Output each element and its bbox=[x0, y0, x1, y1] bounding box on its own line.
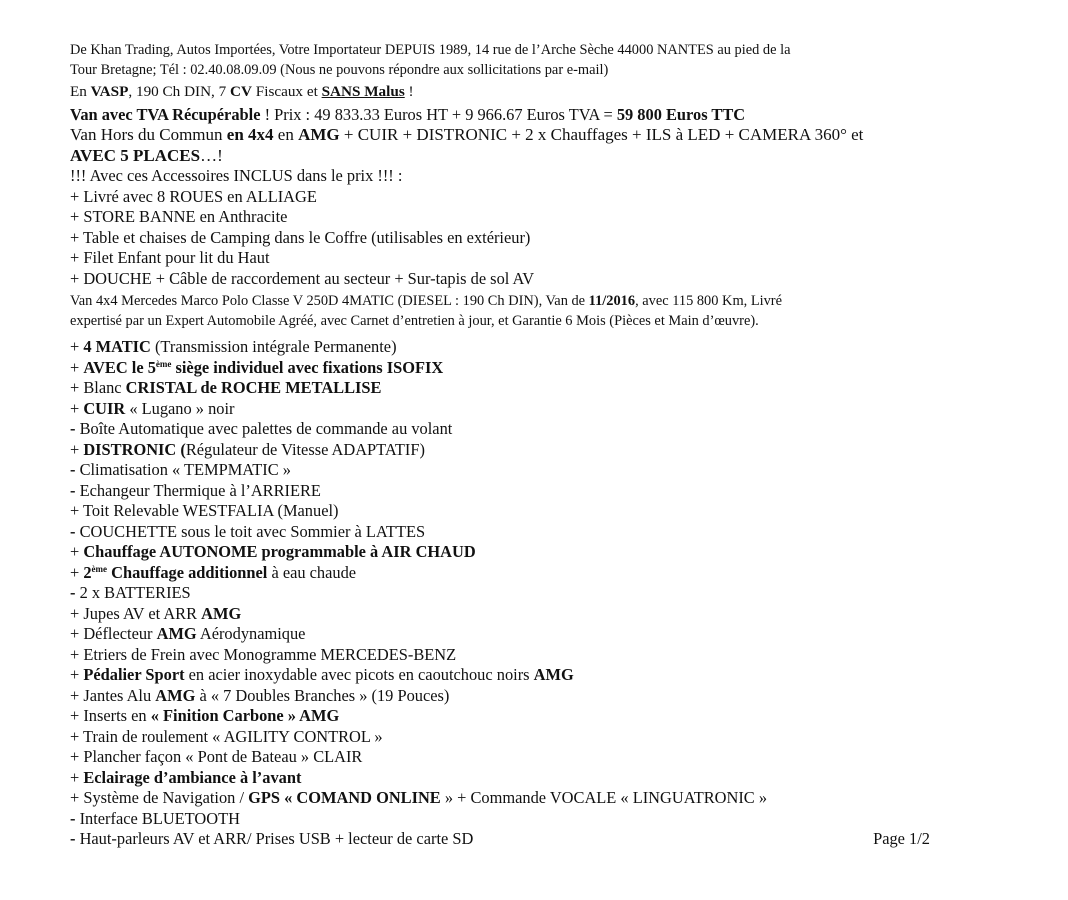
feature-skirts: + Jupes AV et ARR AMG bbox=[70, 603, 242, 623]
feature-speakers: - Haut-parleurs AV et ARR/ Prises USB + lecteur de carte SD Page 1/2 bbox=[70, 829, 930, 848]
price-line: Van avec TVA Récupérable ! Prix : 49 833.33 Euros HT + 9 966.67 Euros TVA = 59 800 Euros TTC bbox=[70, 104, 746, 124]
van-headline-line-1: Van Hors du Commun en 4x4 en AMG + CUIR + DISTRONIC + 2 x Chauffages + ILS à LED + CAMERA 360° et bbox=[70, 125, 864, 144]
van-headline-line-2: AVEC 5 PLACES…! bbox=[70, 145, 223, 165]
vasp-line: En VASP, 190 Ch DIN, 7 CV Fiscaux et SANS Malus ! bbox=[70, 83, 414, 100]
feature-navigation: + Système de Navigation / GPS « COMAND ONLINE » + Commande VOCALE « LINGUATRONIC » bbox=[70, 788, 768, 807]
accessories-intro: !!! Avec ces Accessoires INCLUS dans le prix !!! : bbox=[70, 166, 403, 185]
feature-bunk: - COUCHETTE sous le toit avec Sommier à LATTES bbox=[70, 521, 426, 541]
feature-carbon: + Inserts en « Finition Carbone » AMG bbox=[70, 706, 340, 725]
feature-4matic: + 4 MATIC (Transmission intégrale Permanente) bbox=[70, 337, 397, 356]
feature-deflector: + Déflecteur AMG Aérodynamique bbox=[70, 624, 306, 643]
feature-distronic: + DISTRONIC (Régulateur de Vitesse ADAPTATIF) bbox=[70, 439, 425, 459]
feature-water-heating: + 2ème Chauffage additionnel à eau chaude bbox=[70, 562, 357, 582]
feature-agility: + Train de roulement « AGILITY CONTROL » bbox=[70, 726, 383, 746]
description-block bbox=[70, 291, 930, 331]
feature-pedals: + Pédalier Sport en acier inoxydable avec picots en caoutchouc noirs AMG bbox=[70, 665, 574, 684]
features-list bbox=[70, 337, 930, 850]
list-item: + Filet Enfant pour lit du Haut bbox=[70, 248, 270, 267]
feature-brake-calipers: + Etriers de Frein avec Monogramme MERCEDES-BENZ bbox=[70, 644, 457, 664]
van-headline bbox=[70, 125, 930, 166]
feature-5th-seat: + AVEC le 5ème siège individuel avec fixations ISOFIX bbox=[70, 357, 444, 377]
list-item: + STORE BANNE en Anthracite bbox=[70, 207, 288, 226]
list-item: + Table et chaises de Camping dans le Coffre (utilisables en extérieur) bbox=[70, 227, 531, 247]
feature-roof: + Toit Relevable WESTFALIA (Manuel) bbox=[70, 501, 339, 520]
header-block bbox=[70, 40, 930, 80]
header-line-1: De Khan Trading, Autos Importées, Votre Importateur DEPUIS 1989, 14 rue de l’Arche Sèche 44000 NANTES au pied de la bbox=[70, 42, 791, 58]
feature-heat-exchanger: - Echangeur Thermique à l’ARRIERE bbox=[70, 480, 321, 500]
page-number: Page 1/2 bbox=[873, 829, 930, 848]
feature-floor: + Plancher façon « Pont de Bateau » CLAIR bbox=[70, 747, 363, 766]
feature-air-heating: + Chauffage AUTONOME programmable à AIR CHAUD bbox=[70, 542, 476, 561]
feature-bluetooth: - Interface BLUETOOTH bbox=[70, 808, 240, 828]
feature-ambient-light: + Eclairage d’ambiance à l’avant bbox=[70, 767, 302, 787]
list-item: + DOUCHE + Câble de raccordement au secteur + Sur-tapis de sol AV bbox=[70, 268, 535, 288]
feature-color: + Blanc CRISTAL de ROCHE METALLISE bbox=[70, 378, 382, 397]
feature-batteries: - 2 x BATTERIES bbox=[70, 583, 191, 602]
list-item: + Livré avec 8 ROUES en ALLIAGE bbox=[70, 186, 317, 206]
feature-gearbox: - Boîte Automatique avec palettes de commande au volant bbox=[70, 419, 453, 438]
accessories-list bbox=[70, 166, 930, 289]
feature-wheels: + Jantes Alu AMG à « 7 Doubles Branches » (19 Pouces) bbox=[70, 685, 450, 705]
description-line-2: expertisé par un Expert Automobile Agréé, avec Carnet d’entretien à jour, et Garantie 6 Mois (Pièces et Main d’œuvre). bbox=[70, 313, 759, 329]
header-line-2: Tour Bretagne; Tél : 02.40.08.09.09 (Nous ne pouvons répondre aux sollicitations par e-mail) bbox=[70, 62, 609, 78]
description-line-1: Van 4x4 Mercedes Marco Polo Classe V 250D 4MATIC (DIESEL : 190 Ch DIN), Van de 11/2016, avec 115 800 Km, Livré bbox=[70, 293, 782, 309]
feature-leather: + CUIR « Lugano » noir bbox=[70, 398, 235, 418]
feature-climate: - Climatisation « TEMPMATIC » bbox=[70, 460, 291, 479]
document-page bbox=[70, 40, 930, 850]
